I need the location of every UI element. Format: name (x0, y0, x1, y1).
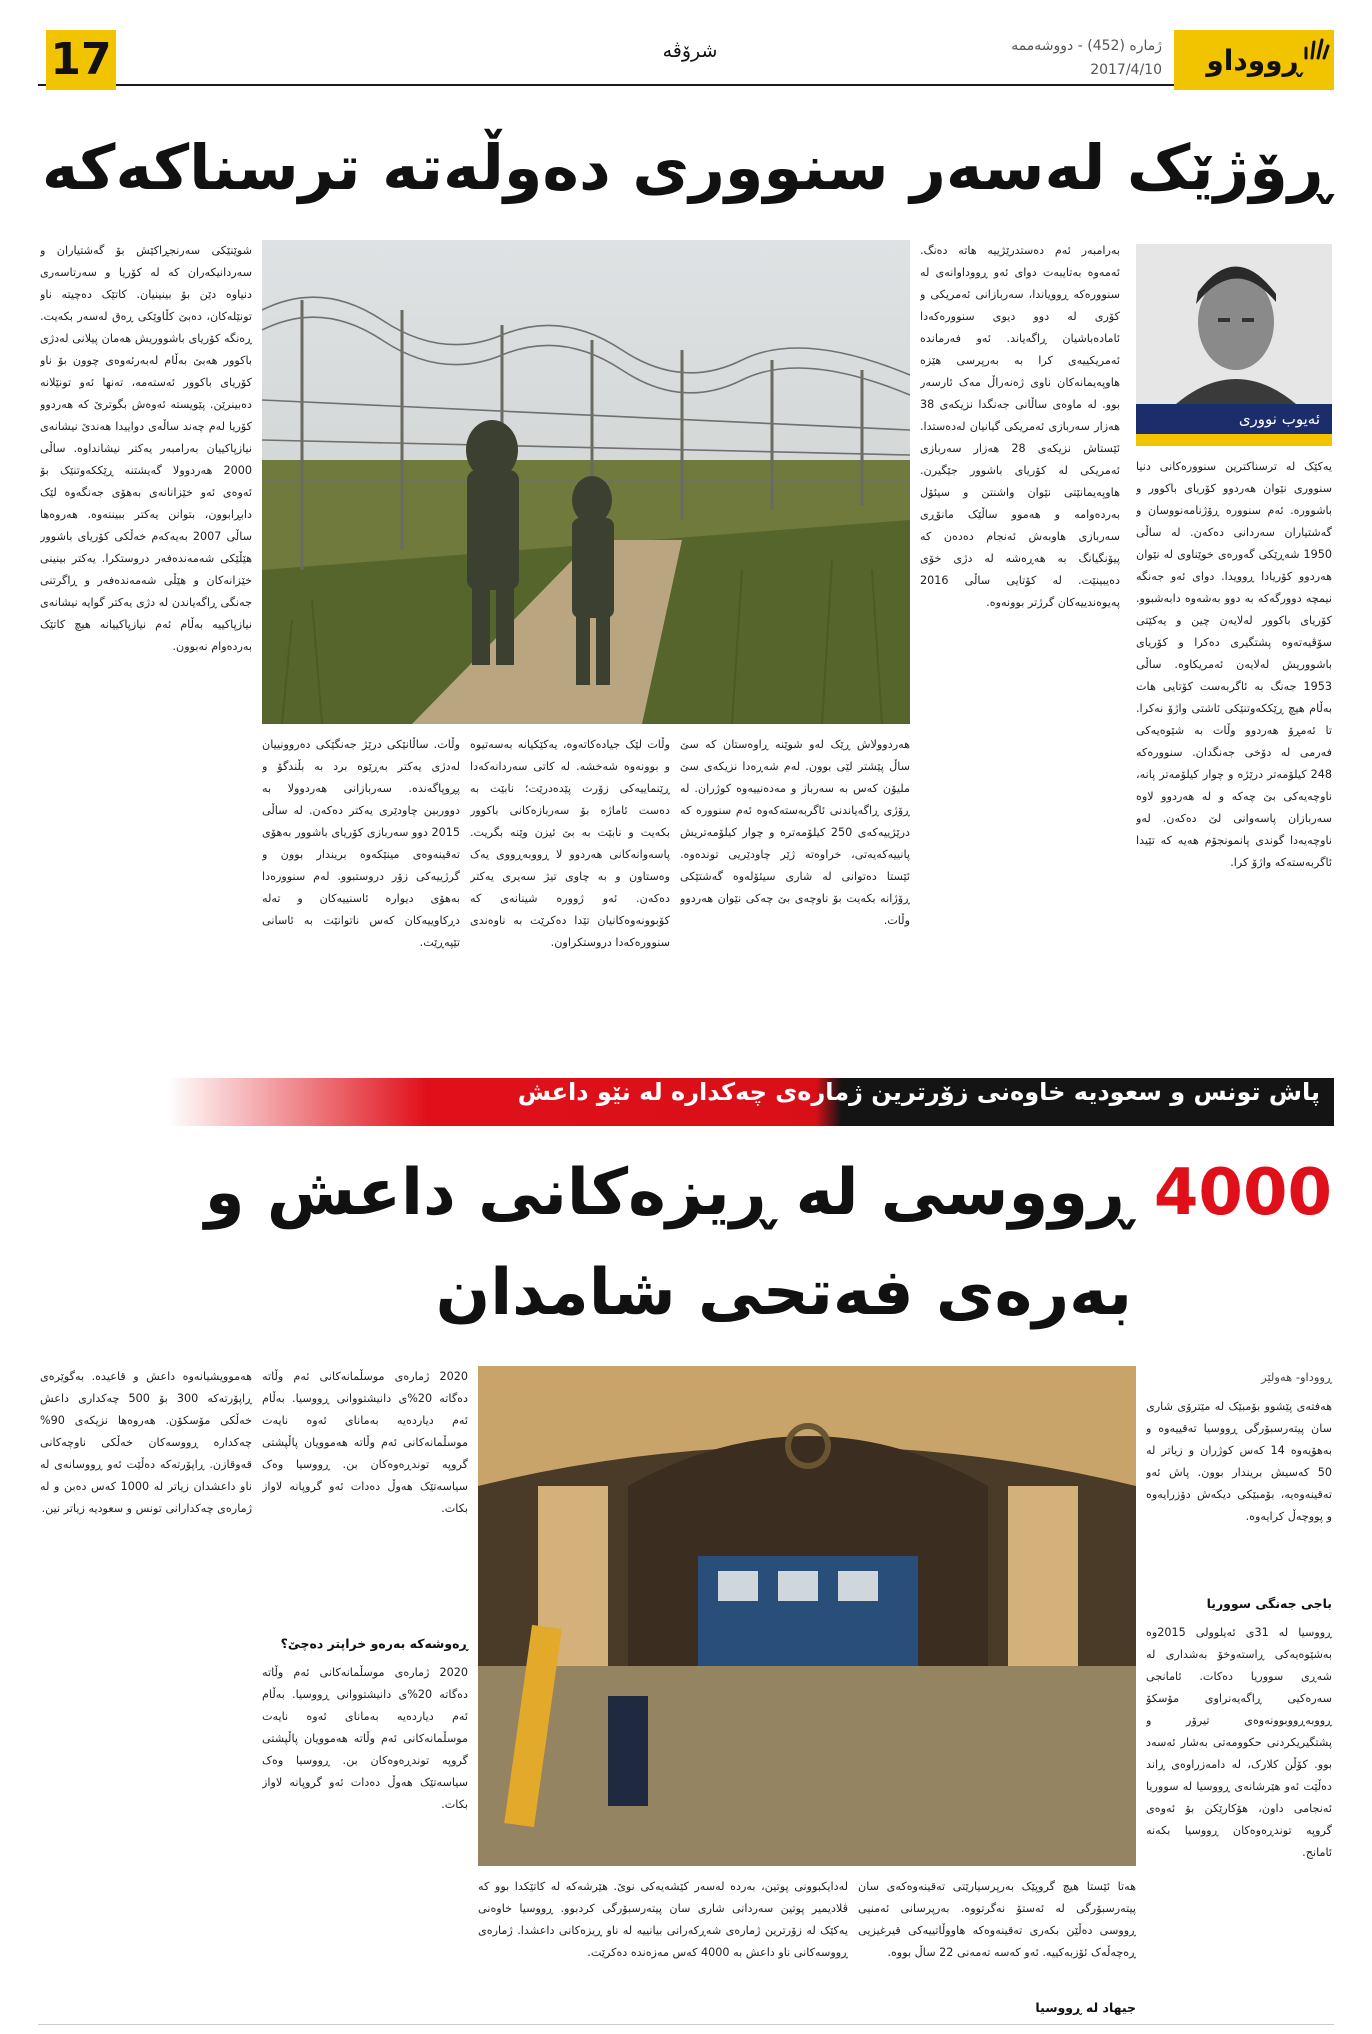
article1-column-bottom-2: وڵات لێک جیادەکاتەوە، یەکێکیانە بەسەتیوە و بوونەوە شەخشە. لە کاتی سەردانەکەدا ڕێنماییەکی زۆرت پێدەدرێت؛ نابێت بە دەست ئاماژە بۆ سەربازەکانی باکوور بکەیت و نابێت بە بێ ئیزن وێنە بگریت. پاسەوانەکانی هەردوو لا ڕووبەڕووی یەک وەستاون و بە چاوی تیژ سەیری یەکتر دەکەن. ئەو ژوورە شینانەی کە کۆبوونەوەکانیان تێدا دەکرێت بە ناوەندی سنوورەکەدا دروستکراون. (470, 738, 670, 949)
article1-column-left: شوێنێکی سەرنجڕاکێش بۆ گەشتیاران و سەردانیکەران کە لە کۆریا و سەرتاسەری دنیاوە دێن بۆ بینینیان. کاتێک دەچیتە ناو تونێلەکان، دەبێ کڵاوێکی ڕەق لەسەر بکەیت. ڕەنگە کۆریای باشووریش هەمان پیلانی لەدژی باکوور هەبێ بەڵام لەبەرئەوەی چوون بۆ ناو کۆریای باکوور ئەستەمە، تەنها ئەو تونێلانە دەبینرێن. پێویستە ئەوەش بگوترێ کە هەردوو کۆریا لەم چەند ساڵەی دواییدا هەندێ نیشانەی نیازپاکییان بەرامبەر یەکتر نیشانداوە. ساڵی 2000 هەردوولا گەیشتنە ڕێککەوتنێک بۆ ئەوەی ئەو خێزانانەی بەهۆی جەنگەوە لێک دابڕابوون، بتوانن یەکتر ببیننەوە. هەروەها ساڵی 2007 بەیەکەم خەڵکی کۆریای باشوور هێڵێکی شەمەندەفەر دروستکرا. یەکتر بینینی خێزانەکان و هێڵی شەمەندەفەر و ڕاگرتنی جەنگی ڕاگەیاندن لە دژی یەکتر گوایە نیشانەی نیازپاکییە بەڵام ئەم نیازپاکییانە هیچ کاتێک بەردەوام نەبوون. (40, 244, 252, 653)
article2-subhead-3: ڕەوشەکە بەرەو خراپتر دەچێ؟ (280, 1636, 468, 1651)
border-fence-photo (262, 240, 910, 724)
article2-kicker: پاش تونس و سعودیە خاوەنی زۆرترین ژمارەی چەکدارە لە نێو داعش (517, 1078, 1320, 1106)
article2-column-3: لەدایکبوونی پوتین، بەردە لەسەر کێشەیەکی نوێ. هێرشەکە لە کاتێکدا بوو کە ڤلادیمیر پوتین سەردانی شاری سان پیتەرسبۆرگی کردبوو. ڕووسیا خاوەنی یەکێک لە زۆرترین ژمارەی شەڕکەرانی بیانییە لە ناو ڕیزەکانی داعشدا. ژمارەی ڕووسەکانی ناو داعش بە 4000 کەس مەزەندە دەکرێت. (478, 1880, 848, 1959)
article2-column-1: ڕووسیا لە 31ی ئەیلوولی 2015وە بەشێوەیەکی ڕاستەوخۆ بەشداری لە شەڕی سووریا دەکات. ئامانجی سەرەکیی ڕاگەیەنراوی مۆسکۆ ڕووبەڕووبوونەوەی تیرۆر و پشتگیریکردنی حکوومەتی بەشار ئەسەد بوو. کۆڵن کلارک، لە دامەزراوەی ڕاند دەڵێت ئەو هێرشانەی ڕووسیا لە سووریا ئەنجامی داون، هۆکارێکن بۆ ئەوەی گروپە توندڕەوەکان ڕووسیا بکەنە ئامانج. (1146, 1626, 1332, 1859)
article2-headline-line1 (204, 1148, 1332, 1238)
bottom-rule (38, 2024, 1334, 2025)
author-photo (1136, 244, 1332, 404)
article2-byline: ڕووداو- هەولێر (1261, 1370, 1332, 1384)
metro-explosion-photo (478, 1366, 1136, 1866)
article1-column-bottom-1: هەردوولاش ڕێک لەو شوێنە ڕاوەستان کە سێ ساڵ پێشتر لێی بوون. لەم شەڕەدا نزیکەی سێ ملیۆن کەس بە سەرباز و مەدەنییەوە کوژران. لە ڕۆژی ڕاگەیاندنی ئاگربەستەکەوە ئەم سنوورە کە درێژییەکەی 250 کیلۆمەترە و چوار کیلۆمەتریش پانییەکەیەتی، خراوەتە ژێر چاودێریی توندەوە. ئێستا دەتوانی لە شاری سیئۆلەوە گەشتێکی ڕۆژانە بکەیت بۆ ناوچەی بێ چەکی نێوان هەردوو وڵات. (680, 738, 910, 927)
article2-column-5: هەموویشیانەوە داعش و قاعیدە. بەگوێرەی ڕاپۆرتەکە 300 بۆ 500 چەکداری داعش خەڵکی مۆسکۆن. هەروەها نزیکەی 90% چەکدارە ڕووسەکان خەڵکی ناوچەکانی قەوقازن. ڕاپۆرتەکە دەڵێت ئەو ڕووسانەی لە ناو داعشدان زیاتر لە 1000 کەس دەبن و لە ژمارەی چەکدارانی تونس و سعودیە زیاتر نین. (40, 1370, 252, 1515)
article1-column-middle: بەرامبەر ئەم دەستدرێژییە هاتە دەنگ. ئەمەوە بەتایبەت دوای ئەو ڕووداوانەی لە سنوورەکە ڕوویاندا، سەربازانی ئەمریکی و کۆری لە دوو دیوی سنوورەکەدا ئامادەباشیان ڕاگەیاند. ئەو فەرماندە ئەمریکییەی کرا بە بەرپرسی هێزە هاوپەیمانەکان ناوی ژەنەراڵ مەک ئارسەر بوو. لە ماوەی ساڵانی جەنگدا نزیکەی 38 هەزار سەربازی ئەمریکی گیانیان لەدەستدا. ئێستاش نزیکەی 28 هەزار سەربازی ئەمریکی لە کۆریای باشوور جێگیرن. هاوپەیمانێتی نێوان واشنتن و سیئۆل بەردەوامە و هەموو ساڵێک مانۆڕی سەربازی هاوبەش ئەنجام دەدەن کە پیۆنگیانگ بە هەڕەشە لە دژی خۆی دەیبینێت. لە کۆتایی ساڵی 2016 پەیوەندییەکان گرژتر بوونەوە. (920, 244, 1120, 609)
article2-subhead-1: باجی جەنگی سووریا (1206, 1596, 1332, 1611)
page-number: 17 (46, 30, 116, 90)
logo-rays-icon (1302, 34, 1330, 62)
article2-column-4: 2020 ژمارەی موسڵمانەکانی ئەم وڵاتە دەگاتە 20%ی دانیشتووانی ڕووسیا. بەڵام ئەم دیاردەیە بەمانای ئەوە نایەت موسڵمانەکانی ئەم وڵاتە هەموویان پاڵپشتی گروپە توندڕەوەکان بن. ڕووسیا وەک سیاسەتێک هەوڵ دەدات ئەو گروپانە لاواز بکات. (262, 1370, 468, 1515)
article2-column-2: هەتا ئێستا هیچ گروپێک بەرپرسیارێتی تەقینەوەکەی سان پیتەرسبۆرگی لە ئەستۆ نەگرتووە. بەرپرسانی ئەمنیی ڕووسی دەڵێن بکەری تەقینەوەکە هاووڵاتییەکی قیرغیزیی ڕەچەڵەک ئۆزبەکییە. ئەو کەسە تەمەنی 22 ساڵ بووە. (858, 1880, 1136, 1959)
headline-number: 4000 (1153, 1156, 1332, 1230)
section-name: شرۆڤە (662, 40, 718, 62)
article2-subhead-2: جیهاد لە ڕووسیا (1035, 2000, 1136, 2015)
article2-headline-line2: بەرەی فەتحی شامدان (435, 1256, 1132, 1330)
article1-column-bottom-3: وڵات. ساڵانێکی درێژ جەنگێکی دەروونییان لەدژی یەکتر بەڕێوە برد بە بڵندگۆ و پڕوپاگەندە. سەربازانی هەردوولا بە دووربین چاودێری یەکتر دەکەن. لە ساڵی 2015 دوو سەربازی کۆریای باشوور بەهۆی تەقینەوەی مینێکەوە بریندار بوون و گرژییەکی زۆر دروستبوو. لەم سنوورەدا بەهۆی دیوارە ئاسنییەکان و تەلە دڕکاوییەکان کەس ناتوانێت بە ئاسانی تێپەڕێت. (262, 738, 460, 949)
article2-intro: هەفتەی پێشوو بۆمبێک لە مێترۆی شاری سان پیتەرسبۆرگی ڕووسیا تەقییەوە و بەهۆیەوە 14 کەس کوژران و زیاتر لە 50 کەسیش بریندار بوون. پاش ئەو تەقینەوەیە، بۆمبێکی دیکەش دۆزرایەوە و پووچەڵ کرایەوە. (1146, 1400, 1332, 1523)
article1-column-right: یەکێک لە ترسناکترین سنوورەکانی دنیا سنووری نێوان هەردوو کۆریای باکوور و باشوورە. ئەم سنوورە ڕۆژنامەنووسان و گەشتیاران سەردانی دەکەن. لە ساڵی 1950 شەڕێکی گەورەی خوێناوی لە نێوان هەردوو کۆریادا ڕوویدا. دوای ئەو جەنگە نیمچە دوورگەکە بە دوو بەشەوە دابەشبوو. کۆریای باکوور لەلایەن چین و یەکێتی سۆڤیەتەوە پشتگیری دەکرا و کۆریای باشووریش لەلایەن ئەمریکاوە. ساڵی 1953 جەنگ بە ئاگربەست کۆتایی هات بەڵام هیچ ڕێککەوتنێکی ئاشتی واژۆ نەکرا. تا ئەمڕۆ هەردوو وڵات بە شێوەیەکی فەرمی لە دۆخی جەنگدان. سنوورەکە 248 کیلۆمەتر درێژە و چوار کیلۆمەتر پانە، ناوچەیەکی بێ چەکە و لە هەردوو لاوە سەربازان پاسەوانی لێ دەکەن. لەو ناوچەیەدا گوندی پانمونجۆم هەیە کە تێیدا ئاگربەستەکە واژۆ کرا. (1136, 460, 1332, 869)
issue-number: ژمارە (452) - دووشەممە (1011, 38, 1162, 54)
logo-text: ڕووداو (1206, 43, 1302, 77)
article2-column-4b: 2020 ژمارەی موسڵمانەکانی ئەم وڵاتە دەگاتە 20%ی دانیشتووانی ڕووسیا. بەڵام ئەم دیاردەیە بەمانای ئەوە نایەت موسڵمانەکانی ئەم وڵاتە هەموویان پاڵپشتی گروپە توندڕەوەکان بن. ڕووسیا وەک سیاسەتێک هەوڵ دەدات ئەو گروپانە لاواز بکات. (262, 1666, 468, 1811)
issue-date: 2017/4/10 (1090, 62, 1162, 78)
author-accent-strip (1136, 434, 1332, 446)
headline-text: ڕووسی لە ڕیزەکانی داعش و (204, 1156, 1132, 1230)
headline-main: ڕۆژێک لەسەر سنووری دەوڵەتە ترسناکەکە (41, 131, 1331, 204)
author-name: ئەیوب نووری (1136, 404, 1332, 434)
